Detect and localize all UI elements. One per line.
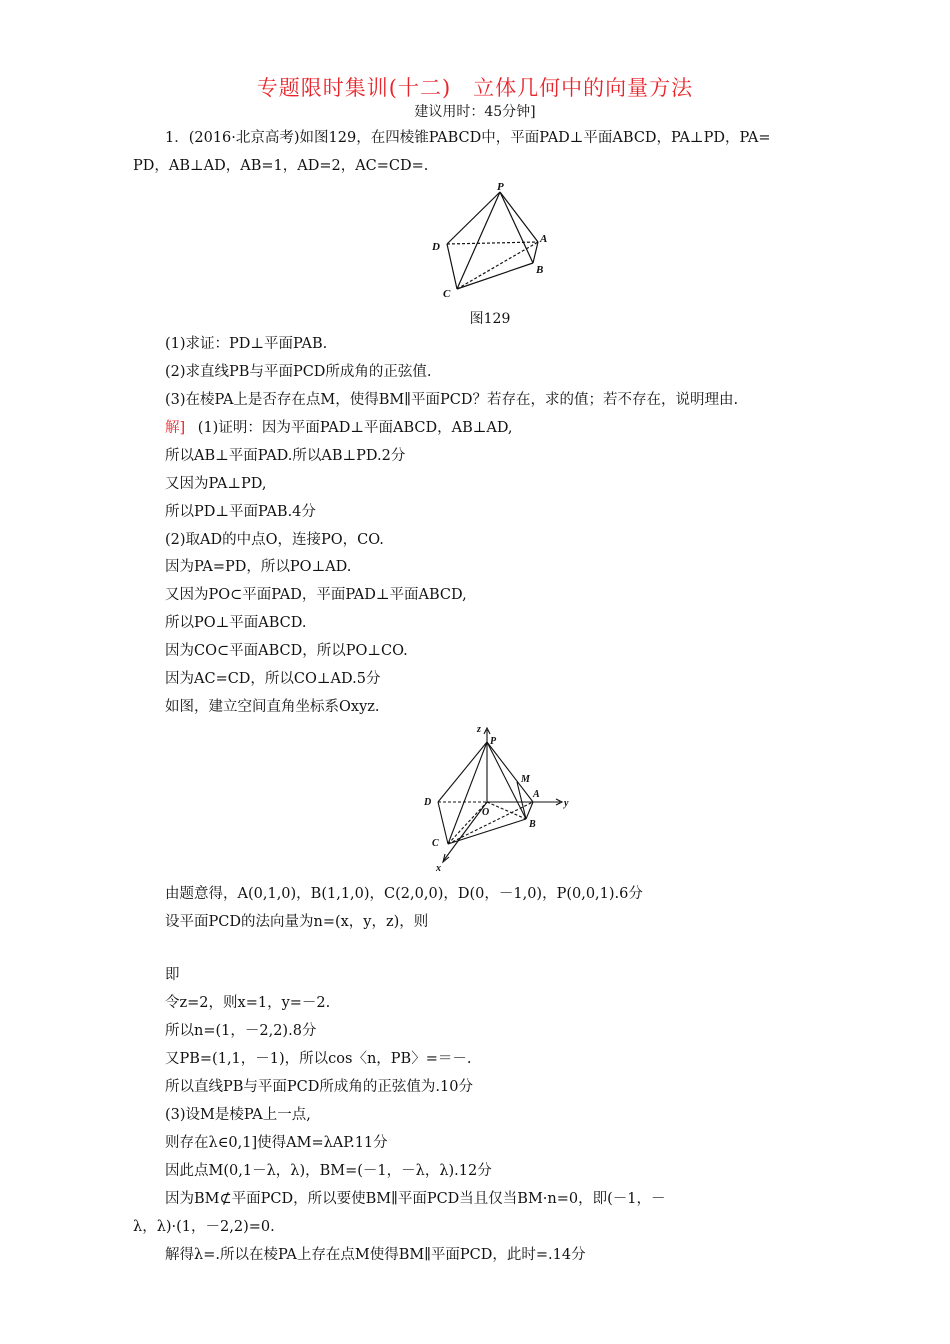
solution-text-1: (1)证明：因为平面PAD⊥平面ABCD，AB⊥AD, — [197, 420, 513, 436]
label-o: O — [482, 807, 490, 818]
label-d: D — [424, 797, 432, 808]
edge-pd — [438, 742, 487, 802]
label-y: y — [564, 798, 569, 809]
label-p: P — [490, 736, 497, 747]
solution-line-16: 所以n=(1，－2,2).8分 — [165, 1023, 317, 1039]
edge-dc — [447, 244, 457, 289]
segment-ob — [487, 802, 526, 819]
label-c: C — [432, 838, 439, 849]
solution-line-14: 即 — [165, 967, 180, 983]
label-a: A — [533, 789, 540, 800]
solution-line-12: 由题意得，A(0,1,0)，B(1,1,0)，C(2,0,0)，D(0，－1,0)，P(0,0,1).6分 — [165, 886, 643, 902]
solution-line-13: 设平面PCD的法向量为n=(x，y，z)，则 — [165, 914, 429, 930]
solution-line-4: 所以PD⊥平面PAB.4分 — [165, 504, 316, 520]
label-x: x — [436, 863, 441, 874]
edge-ba — [533, 242, 538, 263]
solution-marker: 解] — [165, 420, 186, 436]
question-3: (3)在棱PA上是否存在点M，使得BM∥平面PCD？若存在，求的值；若不存在，说明理由. — [165, 392, 739, 408]
question-2: (2)求直线PB与平面PCD所成角的正弦值. — [165, 364, 432, 380]
edge-pb — [500, 192, 533, 263]
page-subtitle: 建议用时：45分钟] — [414, 104, 536, 120]
edge-pd — [447, 192, 500, 244]
solution-line-2: 所以AB⊥平面PAD.所以AB⊥PD.2分 — [165, 448, 406, 464]
edge-ba — [526, 802, 533, 819]
solution-line-8: 所以PO⊥平面ABCD. — [165, 615, 307, 631]
label-p: P — [497, 181, 504, 193]
solution-line-3: 又因为PA⊥PD, — [165, 476, 267, 492]
solution-line-18: 所以直线PB与平面PCD所成角的正弦值为.10分 — [165, 1079, 473, 1095]
solution-line-1 — [165, 418, 513, 438]
solution-line-7: 又因为PO⊂平面PAD，平面PAD⊥平面ABCD, — [165, 587, 467, 603]
solution-line-19: (3)设M是棱PA上一点, — [165, 1107, 311, 1123]
solution-line-5: (2)取AD的中点O，连接PO，CO. — [165, 532, 384, 548]
solution-line-11: 如图，建立空间直角坐标系Oxyz. — [165, 699, 380, 715]
page-title: 专题限时集训(十二) 立体几何中的向量方法 — [256, 76, 694, 100]
solution-line-21: 因此点M(0,1－λ，λ)，BM=(－1，－λ，λ).12分 — [165, 1163, 492, 1179]
edge-pa — [500, 192, 538, 242]
problem-stem-line-1: 1．(2016·北京高考)如图129，在四棱锥PABCD中，平面PAD⊥平面ABCD，PA⊥PD，PA= — [165, 130, 771, 146]
solution-line-15: 令z=2，则x=1，y=－2. — [165, 995, 331, 1011]
coordinate-figure — [418, 722, 578, 874]
solution-line-22: 因为BM⊄平面PCD，所以要使BM∥平面PCD当且仅当BM·n=0，即(－1，－ — [165, 1191, 666, 1207]
pyramid-figure — [425, 180, 565, 302]
solution-line-23: λ，λ)·(1，－2,2)=0. — [133, 1219, 275, 1235]
problem-stem-line-2: PD，AB⊥AD，AB=1，AD=2，AC=CD=. — [133, 158, 429, 174]
solution-line-17: 又PB=(1,1，－1)，所以cos〈n，PB〉=＝－. — [165, 1051, 472, 1067]
label-a: A — [540, 233, 548, 245]
label-b: B — [529, 819, 536, 830]
solution-line-10: 因为AC=CD，所以CO⊥AD.5分 — [165, 671, 381, 687]
edge-cb — [457, 263, 533, 289]
solution-line-9: 因为CO⊂平面ABCD，所以PO⊥CO. — [165, 643, 408, 659]
label-m: M — [521, 774, 530, 785]
label-z: z — [477, 724, 481, 735]
solution-line-24: 解得λ=.所以在棱PA上存在点M使得BM∥平面PCD，此时=.14分 — [165, 1247, 586, 1263]
question-1: (1)求证：PD⊥平面PAB. — [165, 336, 328, 352]
x-axis — [444, 802, 490, 860]
solution-line-6: 因为PA=PD，所以PO⊥AD. — [165, 559, 352, 575]
edge-dc — [438, 802, 448, 844]
figure-caption: 图129 — [469, 311, 511, 327]
label-b: B — [536, 264, 544, 276]
label-d: D — [432, 241, 440, 253]
edge-pa — [487, 742, 533, 802]
edge-pc — [457, 192, 500, 289]
solution-line-20: 则存在λ∈0,1]使得AM=λAP.11分 — [165, 1135, 388, 1151]
label-c: C — [443, 288, 451, 300]
